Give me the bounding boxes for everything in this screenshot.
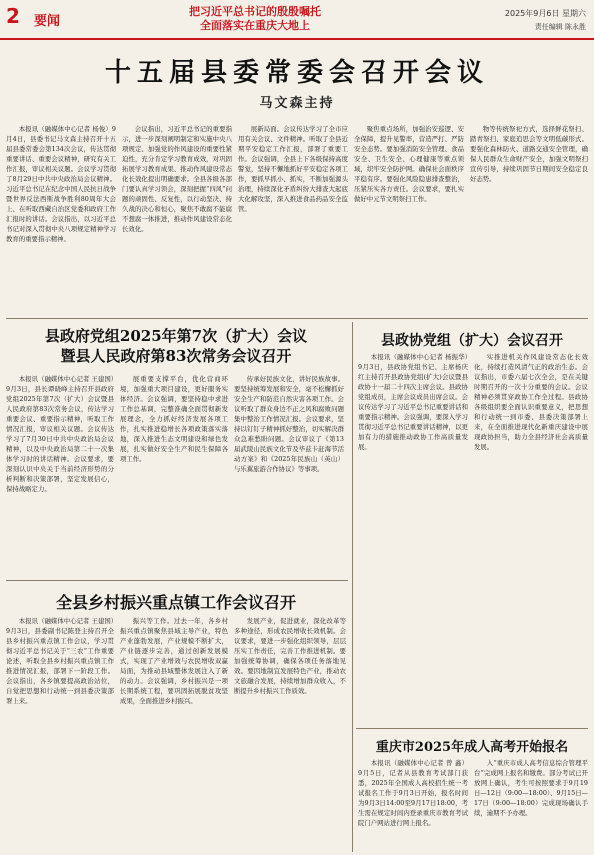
article4-column-2: 振兴等工作。过去一年，各乡村振兴重点镇聚焦县域主导产业，特色产业蓬勃发展，产业规模不断扩大，产业链逐步完善，通过创新发展模式，实现了产业增效与农民增收双赢局面，为推动县域整体发展注入了新的动力。会议强调，乡村振兴是一项长期系统工程，要巩固拓展脱贫攻坚成果，全面推进乡村振兴。 [120, 617, 228, 705]
article2-title [6, 326, 346, 366]
divider [352, 322, 353, 852]
section-name: 要闻 [34, 14, 61, 29]
article2-title-line-2: 暨县人民政府第83次常务会议召开 [60, 347, 292, 365]
article2-column-2: 展重要支撑平台，优化营商环境，加强重大项目建设，更好服务实体经济。会议强调，要坚持稳中求进工作总基调，完整准确全面贯彻新发展理念，全力抓好经济发展各项工作，扎实推进稳增长各项政策落实落地，深入推进生态文明建设和绿色发展，扎实做好安全生产和民生保障各项工作。 [120, 375, 228, 463]
article1-subtitle: 马文森主持 [259, 96, 335, 111]
article4-column-1: 本报讯（融媒体中心记者 王建国）9月3日，县委副书记陈登主持召开全县乡村振兴重点镇工作会议，学习贯彻习近平总书记关于“三农”工作重要论述，听取全县乡村振兴重点镇工作推进情况汇报，部署下一阶段工作。会议指出，各乡镇要提高政治站位，自觉把思想和行动统一到县委决策部署上来。 [6, 617, 114, 705]
article3-title: 县政协党组（扩大）会议召开 [381, 333, 563, 349]
article5-column-1: 本报讯（融媒体中心记者 曾 鑫）9月5日，记者从县教育考试部门获悉，2025年全国成人高校招生统一考试报名工作于9月3日开始，报名时间为9月3日14:00至9月17日18:00，考生需在规定时间内登录重庆市教育考试院门户网站进行网上报名。 [358, 759, 468, 827]
article1-column-1: 本报讯（融媒体中心记者 杨俊）9月4日，县委书记马文森主持召开十五届县委常委会第134次会议，传达贯彻重要讲话、重要会议精神，研究有关工作汇报，审议相关议题。会议学习贯彻了8月29日中共中央政治局会议精神。习近平总书记在纪念中国人民抗日战争暨世界反法西斯战争胜利80周年大会上、在听取西藏自治区党委和政府工作汇报时的讲话。会议指出，以习近平总书记对深入贯彻中央八项规定精神学习教育的重要指示精神。 [6, 125, 116, 243]
article1-column-2: 会议指出，习近平总书记的重要指示，进一步深刻阐明制定和实施中央八项规定、加强党的作风建设的重要性紧迫性，充分肯定学习教育成效，对巩固拓展学习教育成果、推动作风建设常态化长效化提出明确要求。全县各级各部门要认真学习领会，深刻把握“四风”问题的顽固性、反复性，以行动坚决、持久战的决心和恒心，聚焦不敢腐不能腐不想腐一体推进，推动作风建设常态化长效化。 [122, 125, 232, 233]
article2-title-line-1: 县政府党组2025年第7次（扩大）会议 [44, 327, 308, 345]
article2-column-3: 传承好民族文化，讲好民族故事。要坚持统筹发展和安全，毫不松懈抓好安全生产和防范自然灾害各项工作。会议听取了群众身边不正之风和腐败问题集中整治工作情况汇报。会议要求，坚持以钉钉子精神抓好整治，切实解决群众急难愁盼问题。会议审议了《第13届武陵山民族文化节及毕兹卡赶海节活动方案》和《2025年民族山（英山）与乐翼旅游合作协议》等事项。 [234, 375, 344, 473]
article3-column-2: 实推进机关作风建设常态化长效化，持续打造风清气正的政治生态。会议指出，市委六届七次全会，是在关键时期召开的一次十分重要的会议。会议精神必须贯穿政协工作全过程。县政协各级组织要全面认识重要意义，把思想和行动统一到市委、县委决策部署上来，在全面推进现代化新重庆建设中展现政协担当，助力全县经济社会高质量发展。 [474, 353, 588, 451]
article4-title: 全县乡村振兴重点镇工作会议召开 [55, 593, 296, 612]
page-number: 2 [6, 4, 20, 28]
issue-date: 2025年9月6日 星期六 [504, 9, 586, 18]
responsible-editor: 责任编辑 陈永胜 [534, 23, 586, 31]
article3-column-1: 本报讯（融媒体中心记者 杨振华）9月3日，县政协党组书记、主席杨庆红主持召开县政协党组(扩大)会议暨县政协十一届二十四次主席会议。县政协党组成员，主席会议成员出席会议。会议传达学习了习近平总书记重要讲话和重要指示精神。会议强调，要深入学习贯彻习近平总书记重要讲话精神，以更加有力的措施推动政协工作高质量发展。 [358, 353, 468, 451]
article1-column-5: 物等传统祭祀方式，选择鲜花祭扫、踏青祭扫、家庭追思会等文明低碳形式。要强化森林防火、道路交通安全管理，确保人民群众生命财产安全，加强文明祭扫宣传引导，持续巩固节日期间安全稳定良好态势。 [470, 125, 588, 183]
divider [356, 728, 588, 729]
article1-column-3: 展新局面。会议传达学习了全市应用有关会议、文件精神。听取了全县近期平安稳定工作汇报，部署了重要工作。会议强调，全县上下各级保持高度警觉，坚持不懈地抓好平安稳定各项工作，要抓早抓小、抓实，不断加强源头治理，持续深化矛盾纠纷大排查大起底大化解攻坚，深入推进食品药品安全监管。 [238, 125, 348, 213]
article5-column-2: 入“重庆市成人高考信息综合管理平台”完成网上报名和缴费。部分考试已开放网上确认，考生可按照要求于9月19日—12日（9:00—18:00）、9月15日—17日（9:00—18:00）完成现场确认手续，逾期不予办理。 [474, 759, 588, 817]
page-header [0, 0, 594, 40]
header-slogan [150, 5, 360, 33]
slogan-line-1: 把习近平总书记的殷殷嘱托 [189, 5, 321, 18]
divider [6, 318, 588, 319]
slogan-line-2: 全面落实在重庆大地上 [200, 19, 310, 32]
article5-title: 重庆市2025年成人高考开始报名 [375, 740, 569, 755]
article4-column-3: 发展产业，促进就业，深化改革等多种途径，形成农民增收长效机制。会议要求，要进一步强化组织领导，层层压实工作责任，完善工作推进机制。要加强统筹协调，确保各项任务落地见效。要因地制宜发展特色产业，推动农文旅融合发展，持续增加群众收入，不断提升乡村振兴工作质效。 [234, 617, 346, 695]
header-rule [0, 38, 594, 40]
divider [6, 580, 348, 581]
article1-column-4: 聚焦重点场所，加强治安巡逻、安全保障，提升见警率，营造严打、严防安全态势。要加强消防安全管理、食品安全、卫生安全、心理健康等重点领域，织牢安全防护网。确保社会面秩序平稳有序。要强化风险隐患排查整治，压紧压实各方责任。会议要求，要扎实做好中元节文明祭扫工作。 [354, 125, 464, 203]
article2-column-1: 本报讯（融媒体中心记者 王建国）9月3日，县长谭晓峰主持召开县政府党组2025年第7次（扩大）会议暨县人民政府第83次常务会议，传达学习重要会议、重要指示精神，听取工作情况汇报，审议相关议题。会议传达学习了7月30日中共中央政治局会议精神，以及中央政治局第二十一次集体学习时的讲话精神。会议要求，要深刻认识中央关于当前经济形势的分析判断和决策部署，坚定发展信心，保持战略定力。 [6, 375, 114, 493]
article1-title: 十五届县委常委会召开会议 [104, 58, 489, 88]
